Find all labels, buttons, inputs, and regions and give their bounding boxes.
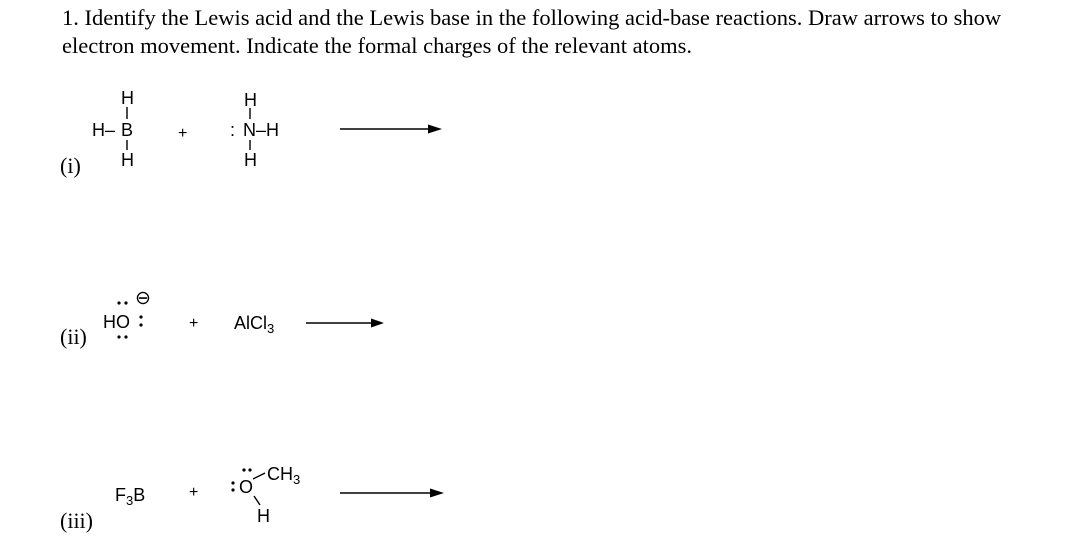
ammonia-nitrogen: N	[243, 120, 256, 140]
plus-sign-ii: +	[189, 315, 199, 332]
ammonia-right-h: –H	[256, 120, 280, 140]
methanol-hydrogen: H	[257, 506, 270, 526]
hydroxide-formula: HO	[103, 312, 130, 332]
plus-sign-iii: +	[189, 484, 199, 501]
ammonia-top-h: H	[244, 90, 257, 110]
reaction-label-i: (i)	[60, 153, 81, 178]
boron-trifluoride: $F_3B$	[115, 485, 146, 508]
reaction-label-iii: (iii)	[60, 508, 93, 533]
methyl-group: $CH_3$	[267, 464, 301, 487]
alcl3-subscript: 3	[267, 321, 275, 336]
plus-sign-i: +	[178, 125, 188, 142]
question-text: 1. Identify the Lewis acid and the Lewis base in the following acid-base reactions. Draw arrows to show electron movement. Indicate the formal charges of the relevant atoms.	[62, 5, 1002, 58]
methanol-oxygen: O	[239, 477, 254, 497]
borane-top-h: H	[121, 88, 134, 108]
aluminum-chloride	[234, 313, 275, 336]
reaction-arrow-icon	[0, 0, 1, 1]
ammonia-bottom-h: H	[244, 150, 257, 170]
borane-left-h: H–	[92, 120, 116, 140]
alcl3-text: AlCl	[234, 313, 268, 333]
reaction-label-ii: (ii)	[60, 324, 87, 349]
borane-boron: B	[121, 120, 134, 140]
ammonia-lone-pair: :	[230, 120, 236, 140]
negative-charge-icon: ⊖	[135, 288, 151, 309]
borane-bottom-h: H	[121, 150, 134, 170]
